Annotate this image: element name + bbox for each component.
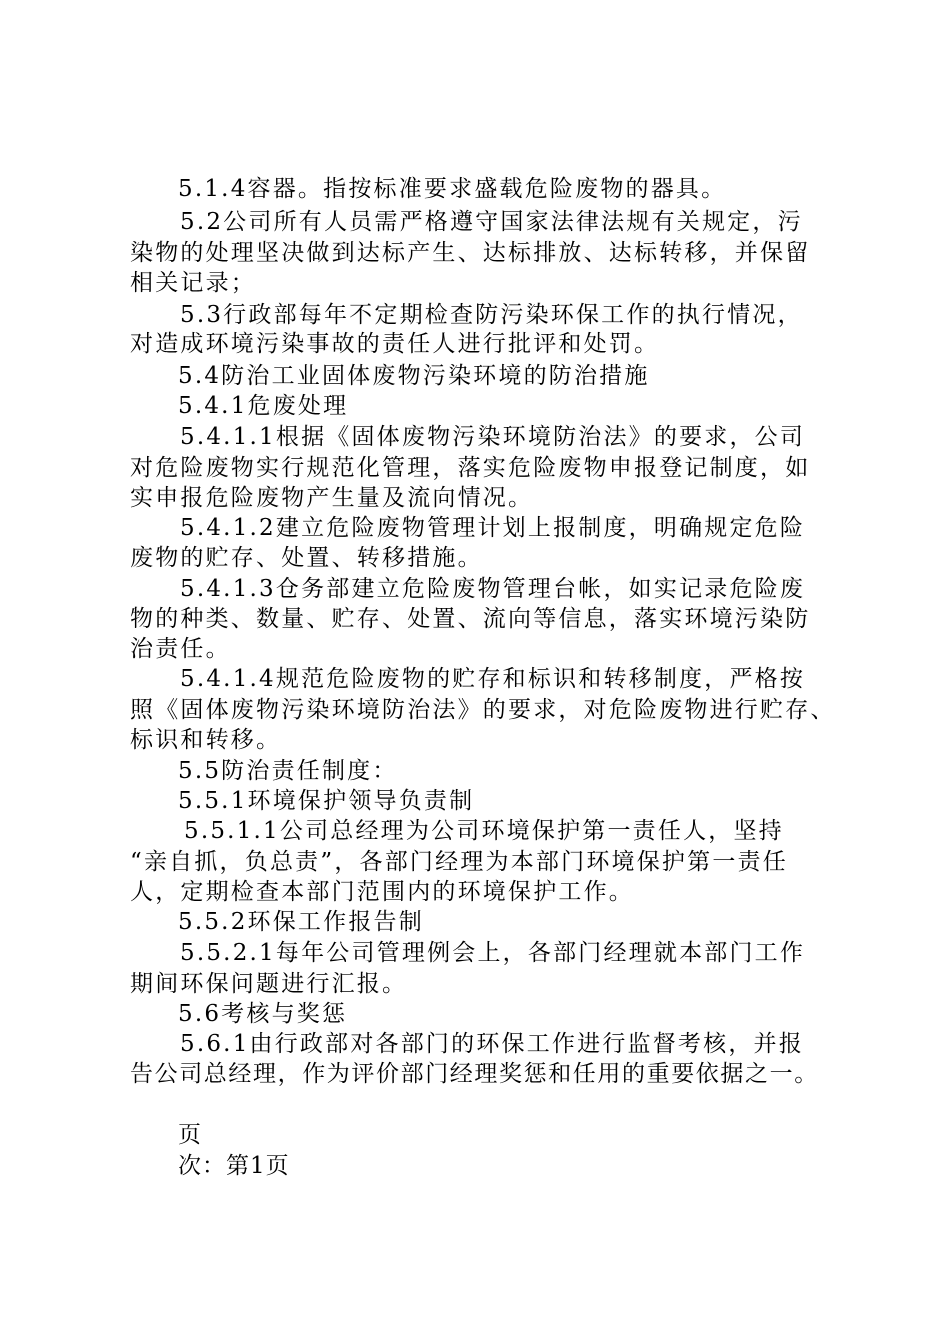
text-line: 人，定期检查本部门范围内的环境保护工作。 bbox=[130, 879, 634, 905]
text-line: 期间环保问题进行汇报。 bbox=[130, 971, 408, 997]
text-line: 告公司总经理，作为评价部门经理奖惩和任用的重要依据之一。 bbox=[130, 1061, 819, 1087]
text-line: 5.1.4容器。指按标准要求盛载危险废物的器具。 bbox=[178, 176, 727, 202]
text-line: 照《固体废物污染环境防治法》的要求，对危险废物进行贮存、 bbox=[130, 697, 836, 723]
text-line: 5.4防治工业固体废物污染环境的防治措施 bbox=[178, 363, 650, 389]
text-line: 物的种类、数量、贮存、处置、流向等信息，落实环境污染防 bbox=[130, 606, 811, 632]
text-line: 标识和转移。 bbox=[130, 727, 282, 753]
text-line: 对危险废物实行规范化管理，落实危险废物申报登记制度，如 bbox=[130, 455, 811, 481]
text-line: 5.5.1.1公司总经理为公司环境保护第一责任人，坚持 bbox=[184, 818, 784, 844]
text-line: 废物的贮存、处置、转移措施。 bbox=[130, 545, 483, 571]
page-number: 次：第1页 bbox=[178, 1153, 290, 1179]
text-line: 5.4.1危废处理 bbox=[178, 393, 349, 419]
text-line: 对造成环境污染事故的责任人进行批评和处罚。 bbox=[130, 331, 660, 357]
page-footer-label: 页 bbox=[178, 1122, 202, 1148]
text-line: 相关记录； bbox=[130, 270, 256, 296]
text-line: 5.5防治责任制度： bbox=[178, 758, 398, 784]
text-line: 染物的处理坚决做到达标产生、达标排放、达标转移，并保留 bbox=[130, 240, 811, 266]
text-line: 5.5.1环境保护领导负责制 bbox=[178, 788, 475, 814]
text-line: 5.6.1由行政部对各部门的环保工作进行监督考核，并报 bbox=[180, 1031, 804, 1057]
text-line: “亲自抓，负总责”，各部门经理为本部门环境保护第一责任 bbox=[130, 849, 788, 875]
text-line: 5.4.1.4规范危险废物的贮存和标识和转移制度，严格按 bbox=[180, 666, 806, 692]
text-line: 5.6考核与奖惩 bbox=[178, 1001, 348, 1027]
text-line: 治责任。 bbox=[130, 636, 231, 662]
text-line: 5.5.2.1每年公司管理例会上，各部门经理就本部门工作 bbox=[180, 940, 806, 966]
text-line: 实申报危险废物产生量及流向情况。 bbox=[130, 485, 534, 511]
text-line: 5.3行政部每年不定期检查防污染环保工作的执行情况， bbox=[180, 302, 803, 328]
text-line: 5.4.1.2建立危险废物管理计划上报制度，明确规定危险 bbox=[180, 515, 806, 541]
text-line: 5.2公司所有人员需严格遵守国家法律法规有关规定，污 bbox=[180, 209, 803, 235]
text-line: 5.4.1.1根据《固体废物污染环境防治法》的要求，公司 bbox=[180, 424, 806, 450]
text-line: 5.4.1.3仓务部建立危险废物管理台帐，如实记录危险废 bbox=[180, 576, 806, 602]
text-line: 5.5.2环保工作报告制 bbox=[178, 909, 424, 935]
